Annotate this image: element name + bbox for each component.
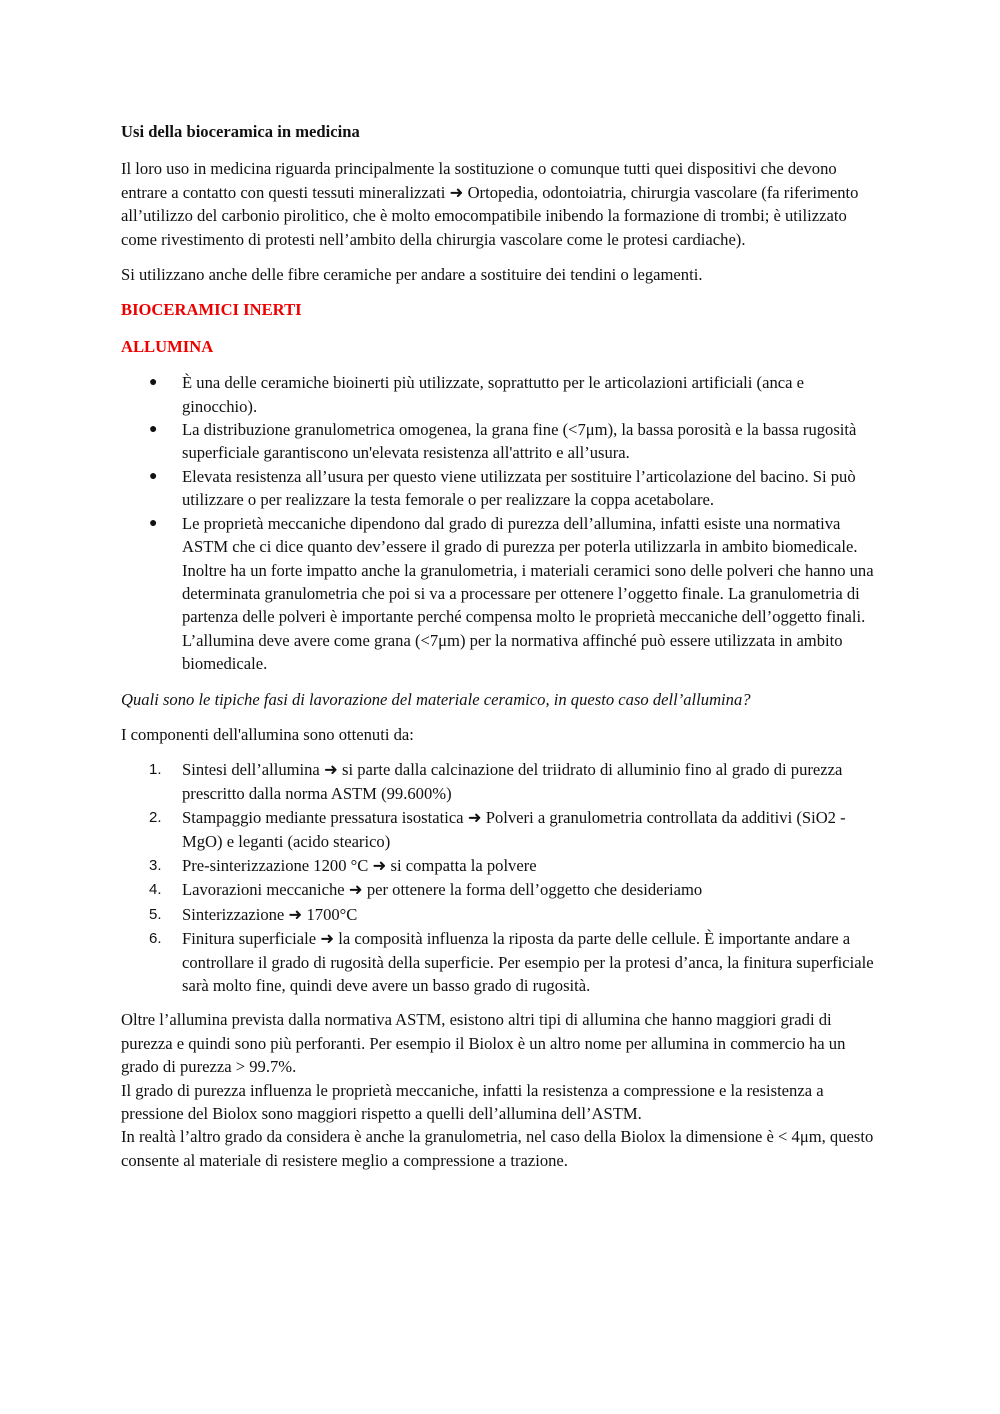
bullet-text: Le proprietà meccaniche dipendono dal grado di purezza dell’allumina, infatti esiste una normativa ASTM che ci dice quanto dev’essere il grado di purezza per poterla utilizzarla in ambito biomedicale. Inoltre ha un forte impatto anche la granulometria, i materiali ceramici sono delle polveri che hanno una determinata granulometria che poi si va a processare per ottenere l’oggetto finale. La granulometria di partenza delle polveri è importante perché compensa molto le proprietà meccaniche dell’oggetto finali. L’allumina deve avere come grana (<7μm) per la normativa affinché può essere utilizzata in ambito biomedicale. bbox=[182, 513, 874, 674]
step-text: Sintesi dell’allumina ➜ si parte dalla calcinazione del triidrato di alluminio fino al grado di purezza prescritto dalla norma ASTM (99.600%) bbox=[182, 760, 843, 803]
step-number: 1. bbox=[149, 761, 162, 779]
step-number: 6. bbox=[149, 930, 162, 948]
list-item bbox=[121, 806, 881, 853]
list-item bbox=[121, 465, 881, 512]
page-title: Usi della bioceramica in medicina bbox=[121, 122, 360, 141]
step-text: Pre-sinterizzazione 1200 °C ➜ si compatta la polvere bbox=[182, 855, 537, 875]
processing-steps-list bbox=[121, 758, 881, 997]
bullet-text: La distribuzione granulometrica omogenea, la grana fine (<7μm), la bassa porosità e la bassa rugosità superficiale garantiscono un'elevata resistenza all'attrito e all’usura. bbox=[182, 420, 857, 463]
list-item bbox=[121, 512, 881, 676]
step-number: 2. bbox=[149, 809, 162, 827]
step-number: 4. bbox=[149, 881, 162, 899]
step-text: Stampaggio mediante pressatura isostatica ➜ Polveri a granulometria controllata da additivi (SiO2 - MgO) e leganti (acido stearico) bbox=[182, 808, 846, 851]
bullet-text: Elevata resistenza all’usura per questo viene utilizzata per sostituire l’articolazione del bacino. Si può utilizzare o per realizzare la testa femorale o per realizzare la coppa acetabolare. bbox=[182, 466, 856, 510]
fibers-paragraph: Si utilizzano anche delle fibre ceramiche per andare a sostituire dei tendini o legamenti. bbox=[121, 265, 703, 285]
closing-paragraph: In realtà l’altro grado da considera è anche la granulometria, nel caso della Biolox la dimensione è < 4μm, questo consente al materiale di resistere meglio a compressione a trazione. bbox=[121, 1127, 874, 1170]
list-item bbox=[121, 927, 881, 997]
bullet-icon: ● bbox=[149, 468, 158, 484]
bullet-icon: ● bbox=[149, 422, 158, 438]
subsection-heading: ALLUMINA bbox=[121, 336, 214, 356]
question-paragraph: Quali sono le tipiche fasi di lavorazione del materiale ceramico, in questo caso dell’allumina? bbox=[121, 689, 751, 709]
section-heading: BIOCERAMICI INERTI bbox=[121, 300, 302, 320]
bullet-text: È una delle ceramiche bioinerti più utilizzate, soprattutto per le articolazioni artificiali (anca e ginocchio). bbox=[182, 373, 804, 416]
closing-paragraph: Oltre l’allumina prevista dalla normativa ASTM, esistono altri tipi di allumina che hanno maggiori gradi di purezza e quindi sono più perforanti. Per esempio il Biolox è un altro nome per allumina in commercio ha un grado di purezza > 99.7%. bbox=[121, 1010, 846, 1077]
list-item bbox=[121, 878, 881, 901]
step-text: Finitura superficiale ➜ la composità influenza la riposta da parte delle cellule. È importante andare a controllare il grado di rugosità della superficie. Per esempio per la protesi d’anca, la finitura superficiale sarà molto fine, quindi deve avere un basso grado di rugosità. bbox=[182, 929, 874, 995]
step-number: 5. bbox=[149, 905, 162, 923]
intro-paragraph: Il loro uso in medicina riguarda principalmente la sostituzione o comunque tutti quei dispositivi che devono entrare a contatto con questi tessuti mineralizzati ➜ Ortopedia, odontoiatria, chirurgia vascolare (fa riferimento all’utilizzo del carbonio pirolitico, che è molto emocompatibile inibendo la formazione di trombi; è utilizzato come rivestimento di protesti nell’ambito della chirurgia vascolare come le protesi cardiache). bbox=[121, 159, 859, 249]
bullet-icon: ● bbox=[149, 515, 158, 531]
document-body bbox=[121, 120, 881, 1172]
step-number: 3. bbox=[149, 856, 162, 874]
step-text: Lavorazioni meccaniche ➜ per ottenere la forma dell’oggetto che desideriamo bbox=[182, 880, 703, 900]
list-item bbox=[121, 371, 881, 418]
closing-paragraph: Il grado di purezza influenza le proprietà meccaniche, infatti la resistenza a compressione e la resistenza a pressione del Biolox sono maggiori rispetto a quelli dell’allumina dell’ASTM. bbox=[121, 1080, 824, 1124]
components-intro: I componenti dell'allumina sono ottenuti da: bbox=[121, 724, 414, 744]
bullet-icon: ● bbox=[149, 375, 158, 391]
list-item bbox=[121, 854, 881, 877]
list-item bbox=[121, 418, 881, 465]
allumina-bullet-list bbox=[121, 371, 881, 675]
list-item bbox=[121, 758, 881, 805]
step-text: Sinterizzazione ➜ 1700°C bbox=[182, 904, 358, 924]
list-item bbox=[121, 903, 881, 926]
